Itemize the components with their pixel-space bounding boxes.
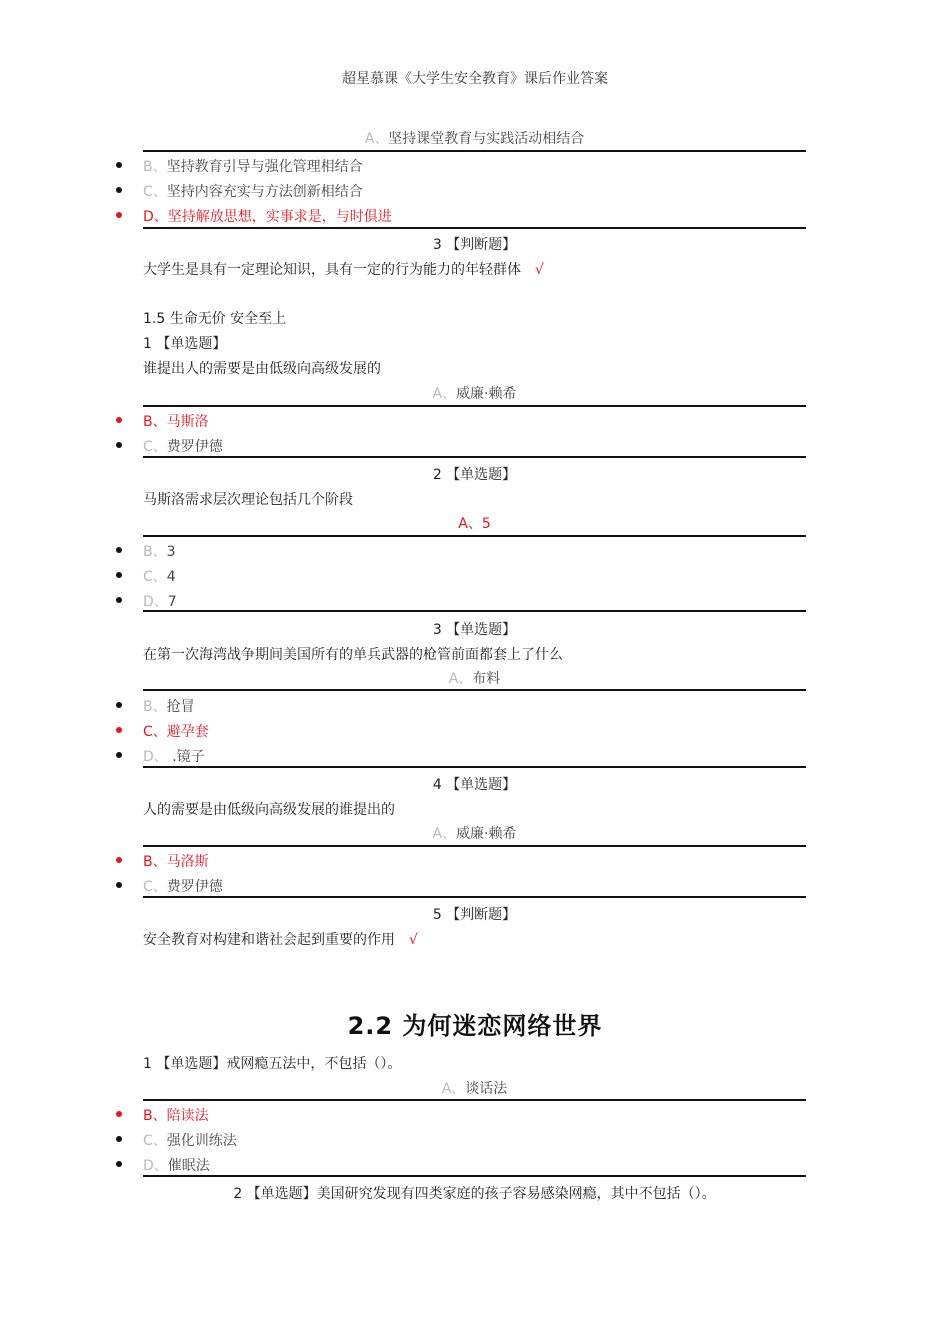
question-head: 1 【单选题】	[143, 336, 227, 352]
option-text: 布料	[472, 671, 501, 687]
bullet	[116, 187, 122, 193]
bullet	[116, 572, 122, 578]
question-head: 3 【单选题】	[432, 622, 517, 638]
bullet-answer	[116, 1111, 122, 1117]
correct-option-b: B、马洛斯	[143, 854, 209, 870]
question-text-body: 大学生是具有一定理论知识，具有一定的行为能力的年轻群体	[143, 262, 521, 278]
option-letter: C、	[143, 569, 167, 585]
option-c	[143, 436, 223, 456]
bullet	[116, 1161, 122, 1167]
bullet	[116, 752, 122, 758]
question-text: 2 【单选题】美国研究发现有四类家庭的孩子容易感染网瘾，其中不包括（）。	[233, 1186, 716, 1202]
bullet	[116, 702, 122, 708]
divider	[143, 610, 806, 612]
bullet	[116, 1136, 122, 1142]
option-letter: B、	[143, 159, 167, 175]
option-text: 坚持教育引导与强化管理相结合	[166, 159, 363, 175]
option-letter: B、	[143, 699, 167, 715]
question-text-body: 安全教育对构建和谐社会起到重要的作用	[143, 932, 395, 948]
divider	[143, 845, 806, 847]
section-title: 2.2 为何迷恋网络世界	[347, 1012, 603, 1040]
option-c	[143, 181, 363, 201]
check-mark-icon: √	[535, 262, 544, 278]
section-title: 1.5 生命无价 安全至上	[143, 311, 287, 327]
question-head: 5 【判断题】	[432, 907, 517, 923]
bullet-answer	[116, 212, 122, 218]
option-d	[143, 1155, 210, 1175]
question-text: 马斯洛需求层次理论包括几个阶段	[143, 492, 353, 508]
question-head: 4 【单选题】	[432, 777, 517, 793]
option-letter: D、	[143, 594, 168, 610]
option-text: 抢冒	[166, 699, 195, 715]
option-a	[143, 383, 806, 403]
bullet	[116, 442, 122, 448]
option-a	[143, 668, 806, 688]
option-letter: C、	[143, 184, 167, 200]
option-text: 4	[166, 569, 176, 585]
option-letter: A、	[364, 131, 389, 147]
question-text: 谁提出人的需要是由低级向高级发展的	[143, 361, 381, 377]
bullet	[116, 597, 122, 603]
divider	[143, 405, 806, 407]
option-letter: C、	[143, 879, 167, 895]
option-letter: D、	[143, 1158, 168, 1174]
option-letter: B、	[143, 544, 167, 560]
option-letter: C、	[143, 439, 167, 455]
bullet-answer	[116, 727, 122, 733]
correct-option-c: C、避孕套	[143, 724, 209, 740]
option-letter: A、	[432, 826, 457, 842]
option-c	[143, 566, 176, 586]
option-text: 费罗伊德	[166, 439, 223, 455]
question-head: 3 【判断题】	[432, 237, 517, 253]
divider	[143, 227, 806, 229]
option-b	[143, 541, 176, 561]
correct-option-a: A、5	[458, 516, 491, 532]
question-text: 人的需要是由低级向高级发展的谁提出的	[143, 802, 395, 818]
bullet	[116, 547, 122, 553]
option-a	[143, 823, 806, 843]
correct-option-b: B、陪读法	[143, 1108, 209, 1124]
option-d	[143, 591, 177, 611]
option-letter: D、	[143, 749, 168, 765]
question-text: 在第一次海湾战争期间美国所有的单兵武器的枪管前面都套上了什么	[143, 647, 563, 663]
bullet-answer	[116, 417, 122, 423]
divider	[143, 689, 806, 691]
bullet	[116, 882, 122, 888]
divider	[143, 766, 806, 768]
option-letter: A、	[432, 386, 457, 402]
divider	[143, 1099, 806, 1101]
option-text: 3	[166, 544, 176, 560]
question-text: 1 【单选题】戒网瘾五法中，不包括（）。	[143, 1056, 402, 1072]
correct-option-d: D、坚持解放思想，实事求是，与时俱进	[143, 209, 392, 225]
option-a	[143, 1078, 806, 1098]
option-letter: A、	[448, 671, 473, 687]
question-text	[143, 929, 418, 949]
option-b	[143, 156, 363, 176]
correct-option-b: B、马斯洛	[143, 414, 209, 430]
option-letter: A、	[441, 1081, 466, 1097]
option-text: 费罗伊德	[166, 879, 223, 895]
option-text: 7	[167, 594, 177, 610]
divider	[143, 1175, 806, 1177]
question-text	[143, 259, 544, 279]
option-text: 强化训练法	[166, 1133, 237, 1149]
option-text: 坚持课堂教育与实践活动相结合	[388, 131, 585, 147]
option-d	[143, 746, 205, 766]
option-b	[143, 696, 195, 716]
page-header: 超星慕课《大学生安全教育》课后作业答案	[342, 71, 608, 87]
option-c	[143, 876, 223, 896]
divider	[143, 150, 806, 152]
divider	[143, 456, 806, 458]
divider	[143, 535, 806, 537]
bullet-answer	[116, 857, 122, 863]
question-head: 2 【单选题】	[432, 467, 517, 483]
option-text: 催眠法	[167, 1158, 210, 1174]
option-text: 威廉·赖希	[456, 386, 517, 402]
option-text: 坚持内容充实与方法创新相结合	[166, 184, 363, 200]
bullet	[116, 162, 122, 168]
option-a	[143, 128, 806, 148]
check-mark-icon: √	[409, 932, 418, 948]
option-text: 威廉·赖希	[456, 826, 517, 842]
option-text: 谈话法	[465, 1081, 508, 1097]
option-letter: C、	[143, 1133, 167, 1149]
divider	[143, 896, 806, 898]
option-text: .镜子	[167, 749, 205, 765]
option-c	[143, 1130, 237, 1150]
